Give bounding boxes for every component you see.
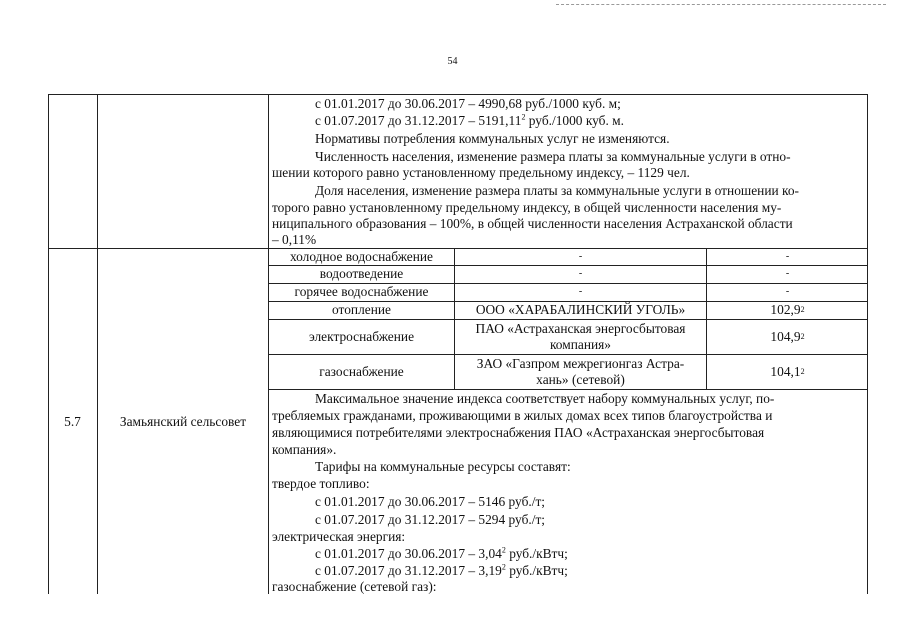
gas-label: газоснабжение (сетевой газ): — [272, 579, 437, 594]
service-supplier: ООО «ХАРАБАЛИНСКИЙ УГОЛЬ» — [475, 302, 686, 317]
population-text-2: шении которого равно установленному предельному индексу, – 1129 чел. — [272, 165, 690, 180]
share-text-1: Доля населения, изменение размера платы за коммунальные услуги в отношении ко- — [315, 183, 799, 198]
electric-tariff-1: с 01.01.2017 до 30.06.2017 – 3,04$^2$ руб./кВтч; — [315, 545, 568, 561]
service-name: электроснабжение — [308, 328, 415, 344]
service-supplier: ПАО «Астраханская энергосбытовая компания» — [475, 320, 686, 352]
service-supplier: - — [578, 250, 583, 262]
service-supplier: ЗАО «Газпром межрегионгаз Астра- хань» (сетевой) — [476, 355, 685, 387]
service-supplier: - — [578, 268, 583, 279]
service-name: горячее водоснабжение — [294, 284, 429, 299]
service-supplier: - — [578, 286, 583, 297]
solid-fuel-label: твердое топливо: — [272, 476, 370, 491]
top-dashed-line — [556, 4, 886, 5]
share-text-4: – 0,11% — [272, 232, 317, 247]
tariff-line-2: с 01.07.2017 до 31.12.2017 – 5191,11$^2$ руб./1000 куб. м. — [315, 112, 624, 128]
population-text-1: Численность населения, изменение размера платы за коммунальные услуги в отно- — [315, 149, 791, 164]
description-line-4: компания». — [272, 442, 337, 457]
tariffs-intro: Тарифы на коммунальные ресурсы составят: — [315, 459, 571, 474]
municipality-name: Замьянский сельсовет — [119, 413, 247, 429]
solid-fuel-tariff-2: с 01.07.2017 до 31.12.2017 – 5294 руб./т; — [315, 512, 546, 527]
service-index: 104,1 2 — [770, 363, 805, 379]
description-line-2: требляемых гражданами, проживающими в жилых домах всех типов благоустройства и — [272, 408, 773, 423]
service-index: - — [785, 250, 790, 262]
row-number: 5.7 — [64, 413, 81, 429]
electric-tariff-2: с 01.07.2017 до 31.12.2017 – 3,19$^2$ руб./кВтч; — [315, 562, 568, 578]
share-text-3: ниципального образования – 100%, в общей численности населения Астраханской области — [272, 216, 793, 231]
service-index: - — [785, 286, 790, 297]
service-index: - — [785, 268, 790, 279]
service-index: 104,9 2 — [770, 328, 805, 344]
service-name: водоотведение — [319, 266, 404, 281]
service-name: отопление — [332, 302, 391, 317]
page-number: 54 — [447, 56, 458, 67]
service-name: газоснабжение — [319, 363, 404, 379]
service-name: холодное водоснабжение — [289, 248, 434, 264]
norms-text: Нормативы потребления коммунальных услуг не изменяются. — [315, 131, 670, 146]
share-text-2: торого равно установленному предельному индексу, в общей численности населения му- — [272, 200, 782, 215]
description-line-1: Максимальное значение индекса соответствует набору коммунальных услуг, по- — [315, 391, 775, 406]
description-line-3: являющимися потребителями электроснабжения ПАО «Астраханская энергосбытовая — [272, 425, 765, 440]
service-index: 102,9 2 — [770, 302, 805, 317]
electric-label: электрическая энергия: — [272, 529, 406, 544]
tariff-line-1: с 01.01.2017 до 30.06.2017 – 4990,68 руб./1000 куб. м; — [315, 96, 621, 111]
solid-fuel-tariff-1: с 01.01.2017 до 30.06.2017 – 5146 руб./т; — [315, 494, 546, 509]
